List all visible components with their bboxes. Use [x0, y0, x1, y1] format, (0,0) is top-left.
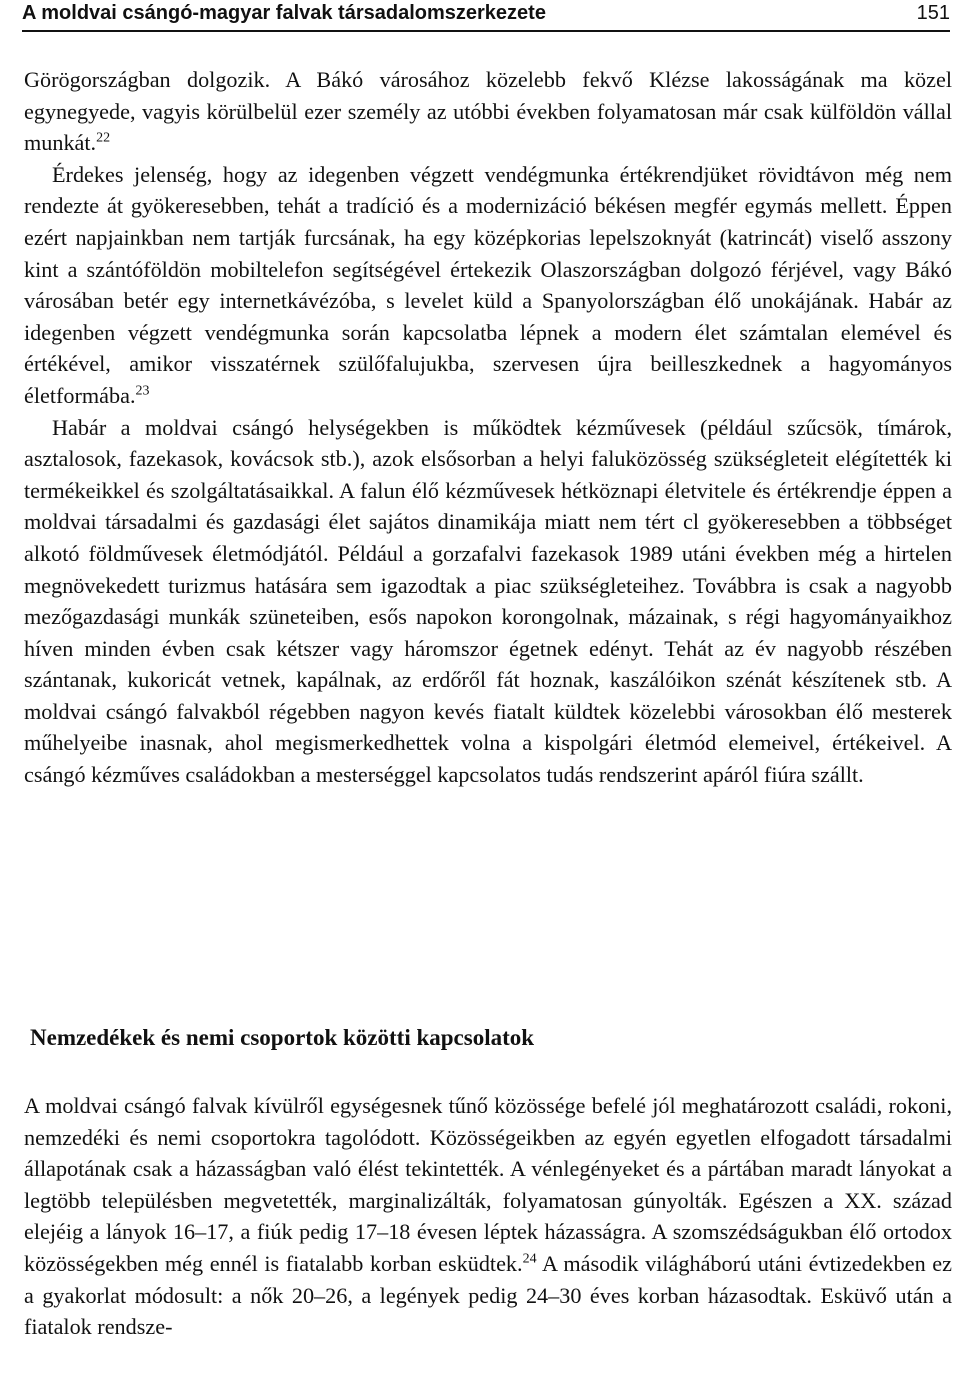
paragraph-text: A moldvai csángó falvak kívülről egységesnek tűnő közössége befelé jól meghatározott családi, rokoni, nemzedéki és nemi csoportokra tagolódott. Közösségeikben az egyén egyetlen elfogadott társadalmi állapotának csak a házasságban való élést tekintették. A vénlegényeket és a pártában maradt lányokat a legtöbb településben megvetették, marginalizálták, folyamatosan gúnyolták. Egészen a XX. század elejéig a lányok 16–17, a fiúk pedig 17–18 évesen léptek házasságra. A szomszédságukban élő ortodox közösségekben még ennél is fiatalabb korban esküdtek. — [24, 1093, 952, 1276]
paragraph — [24, 159, 952, 412]
running-title: A moldvai csángó-magyar falvak társadalomszerkezete — [22, 2, 546, 24]
main-text-block — [24, 64, 952, 791]
paragraph-text: Görögországban dolgozik. A Bákó városához közelebb fekvő Klézse lakosságának ma közel egynegyede, vagyis körülbelül ezer személy az utóbbi években folyamatosan már csak külföldön vállal munkát. — [24, 67, 952, 156]
paragraph-text: Habár a moldvai csángó helységekben is működtek kézművesek (például szűcsök, tímárok, asztalosok, fazekasok, kovácsok stb.), azok elsősorban a helyi faluközösség szükségleteit elégítették ki termékeikkel és szolgáltatásaikkal. A falun élő kézművesek hétköznapi életvitele és értékrendje éppen a moldvai társadalmi és gazdasági élet sajátos dinamikája miatt nem tért cl gyökeresebben a többséget alkotó földművesek életmódjától. Például a gorzafalvi fazekasok 1989 utáni években még a hirtelen megnövekedett turizmus hatására sem igazodtak a piac szükségleteihez. Továbbra is csak a nagyobb mezőgazdasági munkák szüneteiben, esős napokon korongolnak, mázainak, s régi hagyományaikhoz híven minden évben csak kétszer vagy háromszor égetnek edényt. Tehát az év nagyobb részében szántanak, kukoricát vetnek, kapálnak, az erdőről fát hoznak, kaszálóikon szénát készítenek stb. A moldvai csángó falvakból régebben nagyon kevés fiatalt küldtek közelebbi városokban élő mesterek műhelyeibe inasnak, ahol megismerkedhettek volna a kispolgári életmód elemeivel, értékeivel. A csángó kézműves családokban a mesterséggel kapcsolatos tudás rendszerint apáról fiúra szállt. — [24, 414, 952, 788]
footnote-marker: 22 — [96, 130, 111, 146]
footnote-marker: 23 — [135, 383, 150, 399]
section-heading: Nemzedékek és nemi csoportok közötti kapcsolatok — [30, 1025, 535, 1050]
paragraph-continuation — [24, 64, 952, 159]
section-text-block — [24, 1090, 952, 1343]
footnote-marker: 24 — [522, 1251, 537, 1267]
running-header — [22, 0, 950, 32]
page-number: 151 — [916, 2, 950, 24]
paragraph-text: Érdekes jelenség, hogy az idegenben végzett vendégmunka értékrendjüket rövidtávon még nem rendezte át gyökeresebben, tehát a tradíció és a modernizáció békésen megfér egymás mellett. Éppen ezért napjainkban nem tartják furcsának, ha egy középkorias lepelszoknyát (katrincát) viselő asszony kint a szántóföldön mobiltelefon segítségével értekezik Olaszországban dolgozó férjével, vagy Bákó városában betér egy internetkávézóba, s levelet küld a Spanyolországban élő unokájának. Habár az idegenben végzett vendégmunka során kapcsolatba lépnek a modern élet számtalan elemével és értékével, amikor visszatérnek szülőfalujukba, szervesen újra beilleszkednek a hagyományos életformába. — [24, 161, 952, 408]
paragraph — [24, 1090, 952, 1343]
paragraph — [24, 412, 952, 791]
paragraph-text: A második világháború utáni évtizedekben ez a gyakorlat módosult: a nők 20–26, a legények pedig 24–30 éves korban házasodtak. Esküvő után a fiatalok rendsze- — [24, 1250, 952, 1340]
